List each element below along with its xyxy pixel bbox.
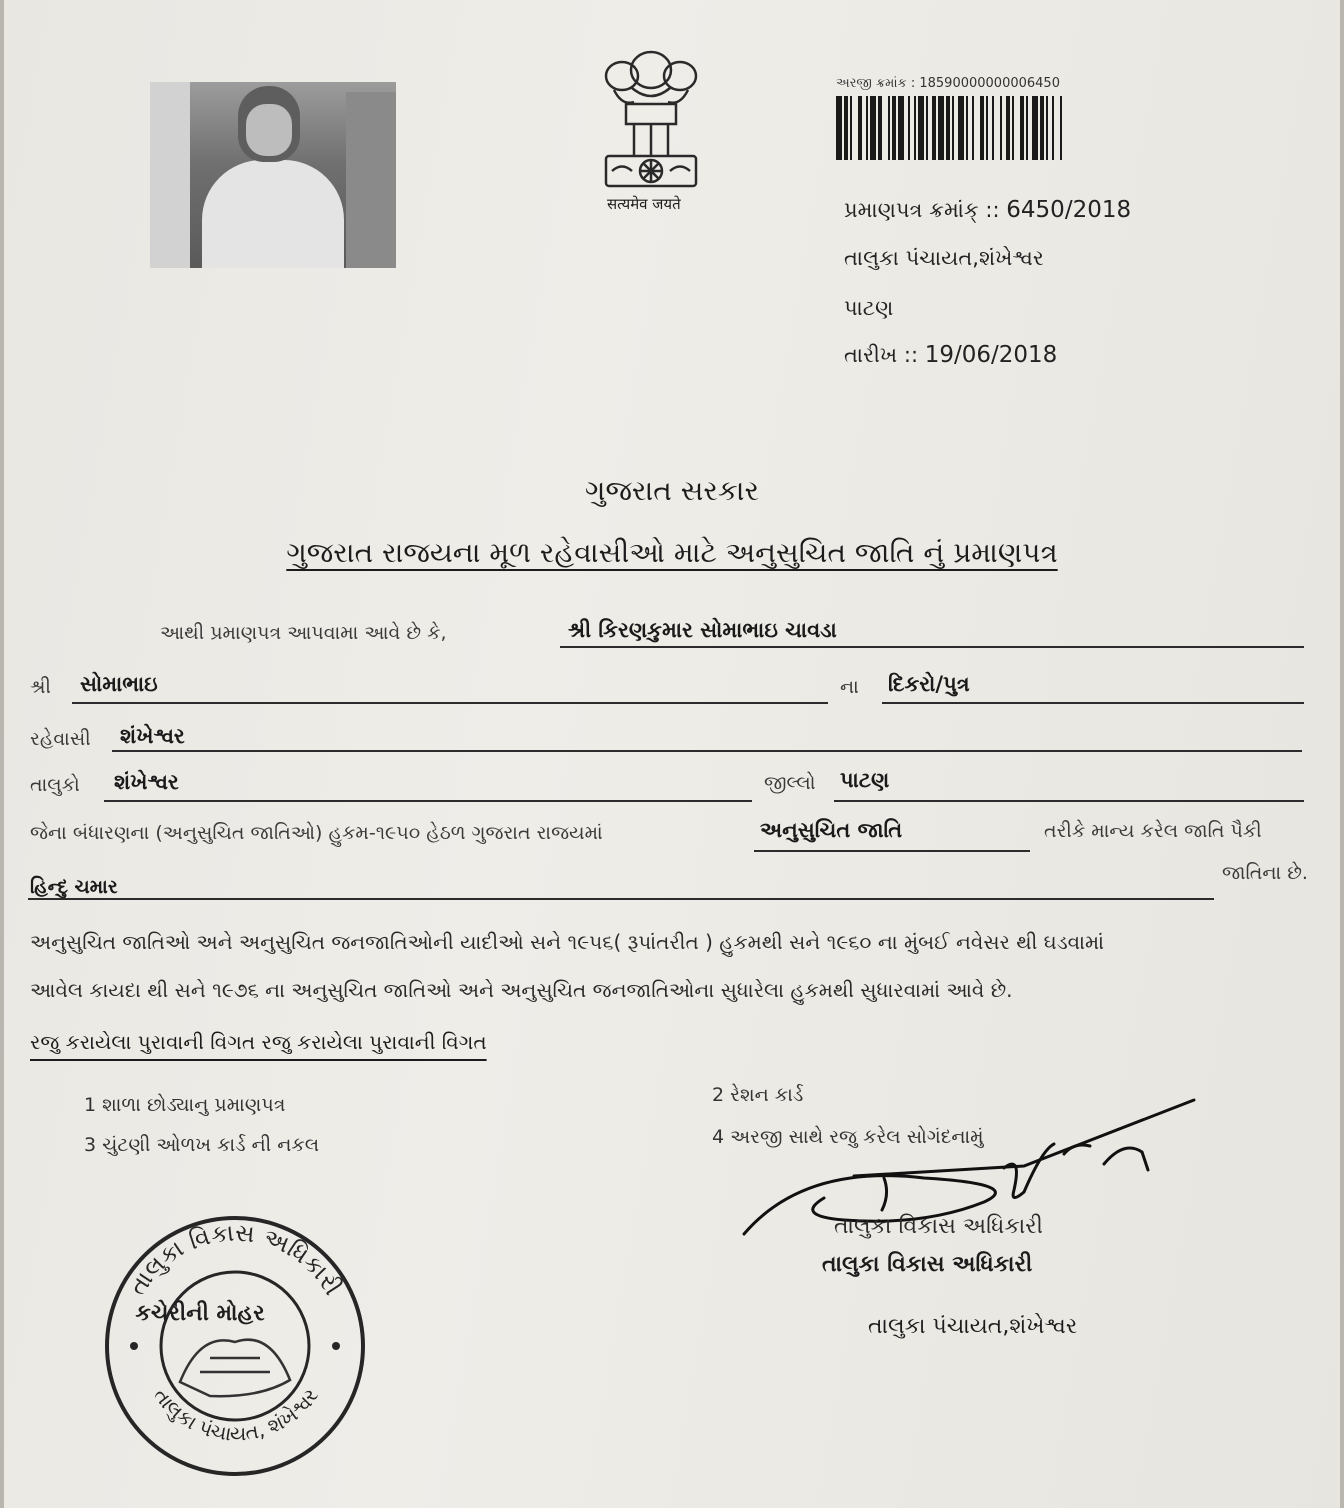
barcode-bar: [918, 96, 924, 160]
taluka-label: તાલુકો: [30, 774, 80, 796]
relation-label: ના: [840, 676, 859, 698]
barcode-bar: [858, 96, 862, 160]
barcode-bar: [908, 96, 910, 160]
recognized-text: તરીકે માન્ય કરેલ જાતિ પૈકી: [1044, 820, 1262, 842]
svg-text:તાલુકા વિકાસ અધિકારી: [123, 1219, 347, 1301]
legal-note-line-1: અનુસુચિત જાતિઓ અને અનુસુચિત જનજાતિઓની યાદીઓ સને ૧૯૫૬( રૂપાંતરીત ) હુકમથી સને ૧૯૬૦ ના મુંબઈ નવેસર થી ઘડવામાં: [30, 930, 1105, 954]
legal-note-line-2: આવેલ કાયદા થી સને ૧૯૭૬ ના અનુસુચિત જાતિઓ અને અનુસુચિત જનજાતિઓના સુધારેલા હુકમથી સુધારવામાં આવે છે.: [30, 978, 1013, 1002]
certificate-number: [844, 197, 1131, 223]
father-prefix: શ્રી: [30, 676, 51, 698]
district-line: [834, 800, 1304, 802]
barcode-bar: [866, 96, 868, 160]
issue-date-label: તારીખ ::: [844, 343, 919, 367]
barcode-bar: [986, 96, 988, 160]
caste-suffix: જાતિના છે.: [1222, 862, 1308, 884]
barcode-bar: [836, 96, 842, 160]
svg-text:તાલુકા પંચાયત, શંખેશ્વર: [149, 1383, 323, 1445]
barcode-bar: [892, 96, 896, 160]
barcode-bar: [850, 96, 852, 160]
relation-value: દિકરો/પુત્ર: [888, 672, 970, 696]
evidence-item: 3 ચુંટણી ઓળખ કાર્ડ ની નકલ: [84, 1134, 320, 1156]
barcode-bar: [926, 96, 928, 160]
barcode-bar: [1032, 96, 1038, 160]
barcode: [836, 96, 1132, 160]
evidence-heading: રજુ કરાયેલા પુરાવાની વિગત રજુ કરાયેલા પુરાવાની વિગત: [30, 1030, 487, 1054]
issue-date-value: 19/06/2018: [924, 342, 1058, 368]
barcode-bar: [1020, 96, 1024, 160]
intro-text: આથી પ્રમાણપત્ર આપવામા આવે છે કે,: [160, 622, 447, 644]
barcode-bar: [946, 96, 950, 160]
barcode-bar: [1000, 96, 1002, 160]
barcode-bar: [966, 96, 968, 160]
barcode-bar: [1060, 96, 1062, 160]
office-seal: [100, 1212, 370, 1480]
application-number: [836, 76, 1060, 91]
holder-name-line: [560, 646, 1304, 648]
barcode-bar: [932, 96, 936, 160]
taluka-line: [104, 800, 752, 802]
barcode-bar: [952, 96, 954, 160]
father-name: સોમાભાઇ: [80, 672, 158, 696]
barcode-bar: [1006, 96, 1010, 160]
barcode-bar: [844, 96, 848, 160]
issuing-district: પાટણ: [844, 296, 894, 320]
caste-value: હિન્દુ ચમાર: [30, 876, 118, 898]
barcode-bar: [958, 96, 964, 160]
barcode-bar: [992, 96, 994, 160]
issue-date: [844, 342, 1057, 368]
national-emblem-icon: [592, 44, 710, 194]
evidence-item: 2 રેશન કાર્ડ: [712, 1084, 804, 1106]
evidence-item: 4 અરજી સાથે રજુ કરેલ સોગંદનામું: [712, 1126, 984, 1148]
seal-text-top: તાલુકા વિકાસ અધિકારી: [123, 1218, 347, 1301]
government-title: ગુજરાત સરકાર: [585, 474, 759, 507]
resident-label: રહેવાસી: [30, 728, 91, 750]
barcode-bar: [972, 96, 974, 160]
seal-center-text: કચેરીની મોહર: [135, 1301, 265, 1326]
barcode-bar: [888, 96, 890, 160]
relation-line: [882, 702, 1304, 704]
barcode-bar: [1046, 96, 1048, 160]
certificate-number-label: પ્રમાણપત્ર ક્રમાંક્ ::: [844, 198, 1000, 222]
caste-line: [28, 898, 1214, 900]
barcode-bar: [1026, 96, 1028, 160]
district-value: પાટણ: [840, 768, 890, 792]
barcode-bar: [938, 96, 944, 160]
certificate-number-value: 6450/2018: [1006, 197, 1132, 223]
seal-text-bottom: તાલુકા પંચાયત, શંખેશ્વર: [148, 1383, 323, 1446]
holder-name: શ્રી કિરણકુમાર સોમાભાઇ ચાવડા: [568, 618, 837, 642]
resident-value: શંખેશ્વર: [120, 724, 185, 748]
barcode-bar: [898, 96, 904, 160]
certificate-title: ગુજરાત રાજયના મૂળ રહેવાસીઓ માટે અનુસુચિત જાતિ નું પ્રમાણપત્ર: [286, 536, 1058, 569]
barcode-bar: [1012, 96, 1014, 160]
designation: તાલુકા વિકાસ અધિકારી: [822, 1252, 1033, 1277]
emblem-motto: सत्यमेव जयते: [607, 195, 681, 213]
district-label: જીલ્લો: [764, 772, 816, 794]
application-number-label: અરજી ક્રમાંક :: [836, 76, 916, 91]
barcode-bar: [914, 96, 916, 160]
certificate-page: [4, 0, 1340, 1508]
father-name-line: [72, 702, 828, 704]
barcode-bar: [1040, 96, 1044, 160]
taluka-value: શંખેશ્વર: [114, 770, 179, 794]
barcode-bar: [980, 96, 984, 160]
signature-office: તાલુકા પંચાયત,શંખેશ્વર: [868, 1314, 1078, 1339]
barcode-bar: [870, 96, 876, 160]
applicant-photo: [150, 82, 396, 268]
evidence-item: 1 શાળા છોડ્યાનુ પ્રમાણપત્ર: [84, 1094, 286, 1116]
resident-line: [112, 750, 1302, 752]
order-text: જેના બંધારણના (અનુસુચિત જાતિઓ) હુકમ-૧૯૫૦ હેઠળ ગુજરાત રાજયમાં: [30, 822, 603, 844]
designation-stamp: તાલુકા વિકાસ અધિકારી: [834, 1214, 1043, 1239]
application-number-value: 18590000000006450: [919, 76, 1060, 91]
barcode-bar: [1052, 96, 1054, 160]
category-value: અનુસુચિત જાતિ: [760, 818, 903, 842]
category-line: [754, 850, 1030, 852]
barcode-bar: [878, 96, 882, 160]
issuing-office: તાલુકા પંચાયત,શંખેશ્વર: [844, 246, 1044, 270]
